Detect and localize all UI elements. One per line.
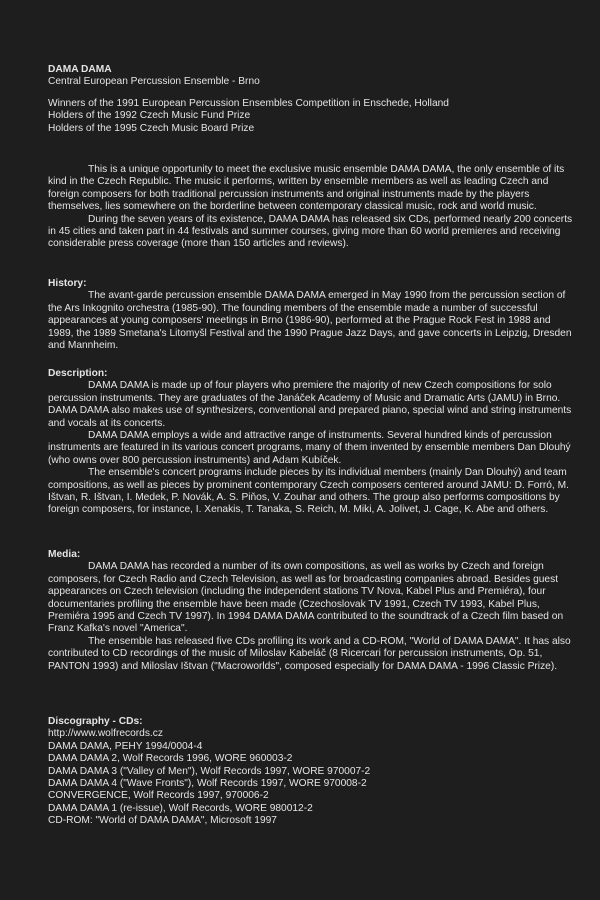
media-paragraph: The ensemble has released five CDs profiling its work and a CD-ROM, "World of DAMA DAMA". It has also contributed to CD recordings of the music of Miloslav Kabeláč (8 Ricercari for percussion instruments, Op. 51, PANTON 1993) and Miloslav Ištvan ("Macroworlds", composed especially for DAMA DAMA - 1996 Classic Prize). <box>48 635 571 672</box>
intro-paragraph: During the seven years of its existence, DAMA DAMA has released six CDs, performed nearly 200 concerts in 45 cities and taken part in 44 festivals and summer courses, giving more than 60 world premieres and receiving considerable press coverage (more than 150 articles and reviews). <box>48 213 573 250</box>
media-paragraph: DAMA DAMA has recorded a number of its own compositions, as well as works by Czech and foreign composers, for Czech Radio and Czech Television, as well as for broadcasting companies abroad. Besides guest appearances on Czech television (including the independent stations TV Nova, Kabel Plus and Premiéra), four documentaries profiling the ensemble have been made (Czechoslovak TV 1991, Czech TV 1993, Kabel Plus, Premiéra 1995 and Czech TV 1997). In 1994 DAMA DAMA contributed to the soundtrack of a Czech film based on Franz Kafka's novel "America". <box>48 561 564 635</box>
section-heading: History: <box>48 278 87 289</box>
discography-item: DAMA DAMA 3 ("Valley of Men"), Wolf Records 1997, WORE 970007-2 <box>48 765 371 777</box>
history-section <box>48 278 578 352</box>
history-paragraph: The avant-garde percussion ensemble DAMA DAMA emerged in May 1990 from the percussion section of the Ars Inkognito orchestra (1985-90). The founding members of the ensemble made a number of successful appearances at young composers' meetings in Brno (1986-90), performed at the Prague Rock Fest in 1988 and 1989, the 1989 Smetana's Litomyšl Festival and the 1990 Prague Jazz Days, and gave concerts in Leipzig, Dresden and Mannheim. <box>48 290 572 352</box>
section-heading: Media: <box>48 549 81 560</box>
header <box>48 64 578 89</box>
intro-section <box>48 164 578 251</box>
section-heading: Discography - CDs: <box>48 716 143 727</box>
discography-item: DAMA DAMA 1 (re-issue), Wolf Records, WORE 980012-2 <box>48 802 313 814</box>
award-item: Holders of the 1992 Czech Music Fund Prize <box>48 110 251 122</box>
discography-item: DAMA DAMA 2, Wolf Records 1996, WORE 960003-2 <box>48 753 293 765</box>
award-item: Winners of the 1991 European Percussion Ensembles Competition in Enschede, Holland <box>48 98 449 109</box>
discography-item: DAMA DAMA 4 ("Wave Fronts"), Wolf Records 1997, WORE 970008-2 <box>48 778 367 790</box>
discography-item: CONVERGENCE, Wolf Records 1997, 970006-2 <box>48 790 269 802</box>
discography-item: CD-ROM: "World of DAMA DAMA", Microsoft 1997 <box>48 815 277 827</box>
page-subtitle: Central European Percussion Ensemble - Brno <box>48 76 260 88</box>
awards-list <box>48 98 578 135</box>
description-section <box>48 368 578 517</box>
award-item: Holders of the 1995 Czech Music Board Prize <box>48 122 255 134</box>
discography-section <box>48 716 578 828</box>
media-section <box>48 549 578 673</box>
page-title: DAMA DAMA <box>48 64 112 75</box>
description-paragraph: DAMA DAMA is made up of four players who premiere the majority of new Czech compositions for solo percussion instruments. They are graduates of the Janáček Academy of Music and Dramatic Arts (JAMU) in Brno. DAMA DAMA also makes use of synthesizers, conventional and prepared piano, special wind and string instruments and vocals at its concerts. <box>48 380 572 429</box>
intro-paragraph: This is a unique opportunity to meet the exclusive music ensemble DAMA DAMA, the only ensemble of its kind in the Czech Republic. The music it performs, written by ensemble members as well as leading Czech and foreign composers for both traditional percussion instruments and original instruments made by the players themselves, lies somewhere on the borderline between contemporary classical music, rock and world music. <box>48 164 565 213</box>
description-paragraph: The ensemble's concert programs include pieces by its individual members (mainly Dan Dlouhý) and team compositions, as well as pieces by prominent contemporary Czech composers centered around JAMU: D. Forró, M. Ištvan, R. Ištvan, I. Medek, P. Novák, A. S. Piňos, V. Zouhar and others. The group also performs compositions by foreign composers, for instance, I. Xenakis, T. Tanaka, S. Reich, M. Miki, A. Jolivet, J. Cage, K. Abe and others. <box>48 467 569 516</box>
description-paragraph: DAMA DAMA employs a wide and attractive range of instruments. Several hundred kinds of percussion instruments are featured in its various concert programs, many of them invented by ensemble members Dan Dlouhý (who owns over 800 percussion instruments) and Adam Kubíček. <box>48 430 571 466</box>
discography-item: DAMA DAMA, PEHY 1994/0004-4 <box>48 740 203 752</box>
section-heading: Description: <box>48 368 108 379</box>
discography-link[interactable]: http://www.wolfrecords.cz <box>48 728 163 740</box>
